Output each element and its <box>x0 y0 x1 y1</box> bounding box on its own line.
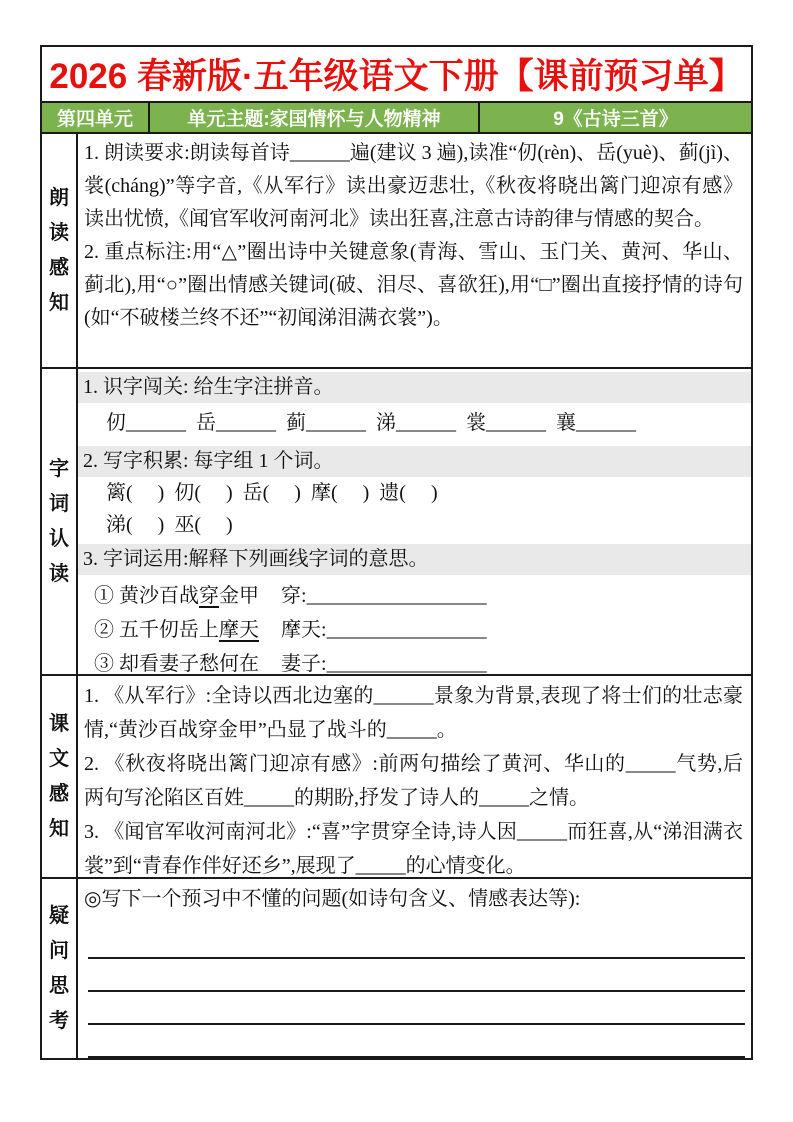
zuci-fill-row-1: 篱( ) 仞( ) 岳( ) 摩( ) 遗( ) <box>106 482 438 504</box>
section-words-label: 字词认读 <box>42 369 78 674</box>
words-q3-header: 3. 字词运用:解释下列画线字词的意思。 <box>78 544 751 575</box>
reading-item-2: 2. 重点标注:用“△”圈出诗中关键意象(青海、雪山、玉门关、黄河、华山、蓟北),用“○”圈出情感关键词(破、泪尽、喜欲狂),用“□”圈出直接抒情的诗句(如“不破楼兰终不还”“初闻涕泪满衣裳”)。 <box>84 241 743 329</box>
section-questions <box>42 877 751 1058</box>
section-questions-label: 疑问思考 <box>42 879 78 1058</box>
underlined-word: 妻子 <box>159 653 199 674</box>
comprehension-item-1: 1. 《从军行》:全诗以西北边塞的______景象为背景,表现了将士们的壮志豪情,“黄沙百战穿金甲”凸显了战斗的_____。 <box>84 685 743 741</box>
word-meaning-items <box>78 575 751 674</box>
section-comprehension <box>42 674 751 877</box>
answer-blank: __________________ <box>306 585 487 607</box>
answer-line <box>88 1025 745 1058</box>
comprehension-item-2: 2. 《秋夜将晓出篱门迎凉有感》:前两句描绘了黄河、华山的_____气势,后两句写沦陷区百姓_____的期盼,抒发了诗人的_____之情。 <box>84 753 743 809</box>
answer-blank: ________________ <box>326 619 487 641</box>
question-prompt: ◎写下一个预习中不懂的问题(如诗句含义、情感表达等): <box>84 888 581 910</box>
section-words <box>42 367 751 674</box>
section-reading <box>42 134 751 367</box>
zuci-fill-row-2: 涕( ) 巫( ) <box>106 514 233 536</box>
unit-number: 第四单元 <box>42 103 150 132</box>
word-item-1: ① 黄沙百战穿金甲 穿:__________________ <box>94 585 487 607</box>
answer-label: 穿: <box>281 585 307 607</box>
word-item-2: ② 五千仞岳上摩天 摩天:________________ <box>94 619 487 641</box>
underlined-word: 穿 <box>199 585 219 607</box>
section-reading-label: 朗读感知 <box>42 134 78 367</box>
words-q2-header: 2. 写字积累: 每字组 1 个词。 <box>78 446 751 477</box>
unit-bar <box>42 101 751 134</box>
pinyin-fill-row: 仞______ 岳______ 蓟______ 涕______ 裳______ 襄______ <box>106 412 636 434</box>
answer-label: 妻子: <box>281 653 327 674</box>
word-item-3: ③ 却看妻子愁何在 妻子:________________ <box>94 653 487 674</box>
unit-theme: 单元主题:家国情怀与人物精神 <box>150 103 480 132</box>
words-q1-header: 1. 识字闯关: 给生字注拼音。 <box>78 372 751 403</box>
section-comprehension-label: 课文感知 <box>42 676 78 877</box>
reading-item-1: 1. 朗读要求:朗读每首诗______遍(建议 3 遍),读准“仞(rèn)、岳(yuè)、蓟(jì)、裳(cháng)”等字音,《从军行》读出豪迈悲壮,《秋夜将晓出篱门迎凉有感》读出忧愤,《闻官军收河南河北》读出狂喜,注意古诗韵律与情感的契合。 <box>84 142 743 230</box>
answer-line <box>88 959 745 992</box>
lesson-title: 9《古诗三首》 <box>553 109 678 131</box>
answer-writing-area <box>78 916 751 1058</box>
answer-label: 摩天: <box>281 619 327 641</box>
page-title: 2026 春新版·五年级语文下册【课前预习单】 <box>49 57 744 97</box>
answer-blank: ________________ <box>326 653 487 674</box>
answer-line <box>88 916 745 959</box>
worksheet <box>40 45 753 1060</box>
comprehension-item-3: 3. 《闻官军收河南河北》:“喜”字贯穿全诗,诗人因_____而狂喜,从“涕泪满衣裳”到“青春作伴好还乡”,展现了_____的心情变化。 <box>84 821 743 877</box>
answer-line <box>88 992 745 1025</box>
underlined-word: 摩天 <box>219 619 259 641</box>
title-row <box>42 47 751 101</box>
